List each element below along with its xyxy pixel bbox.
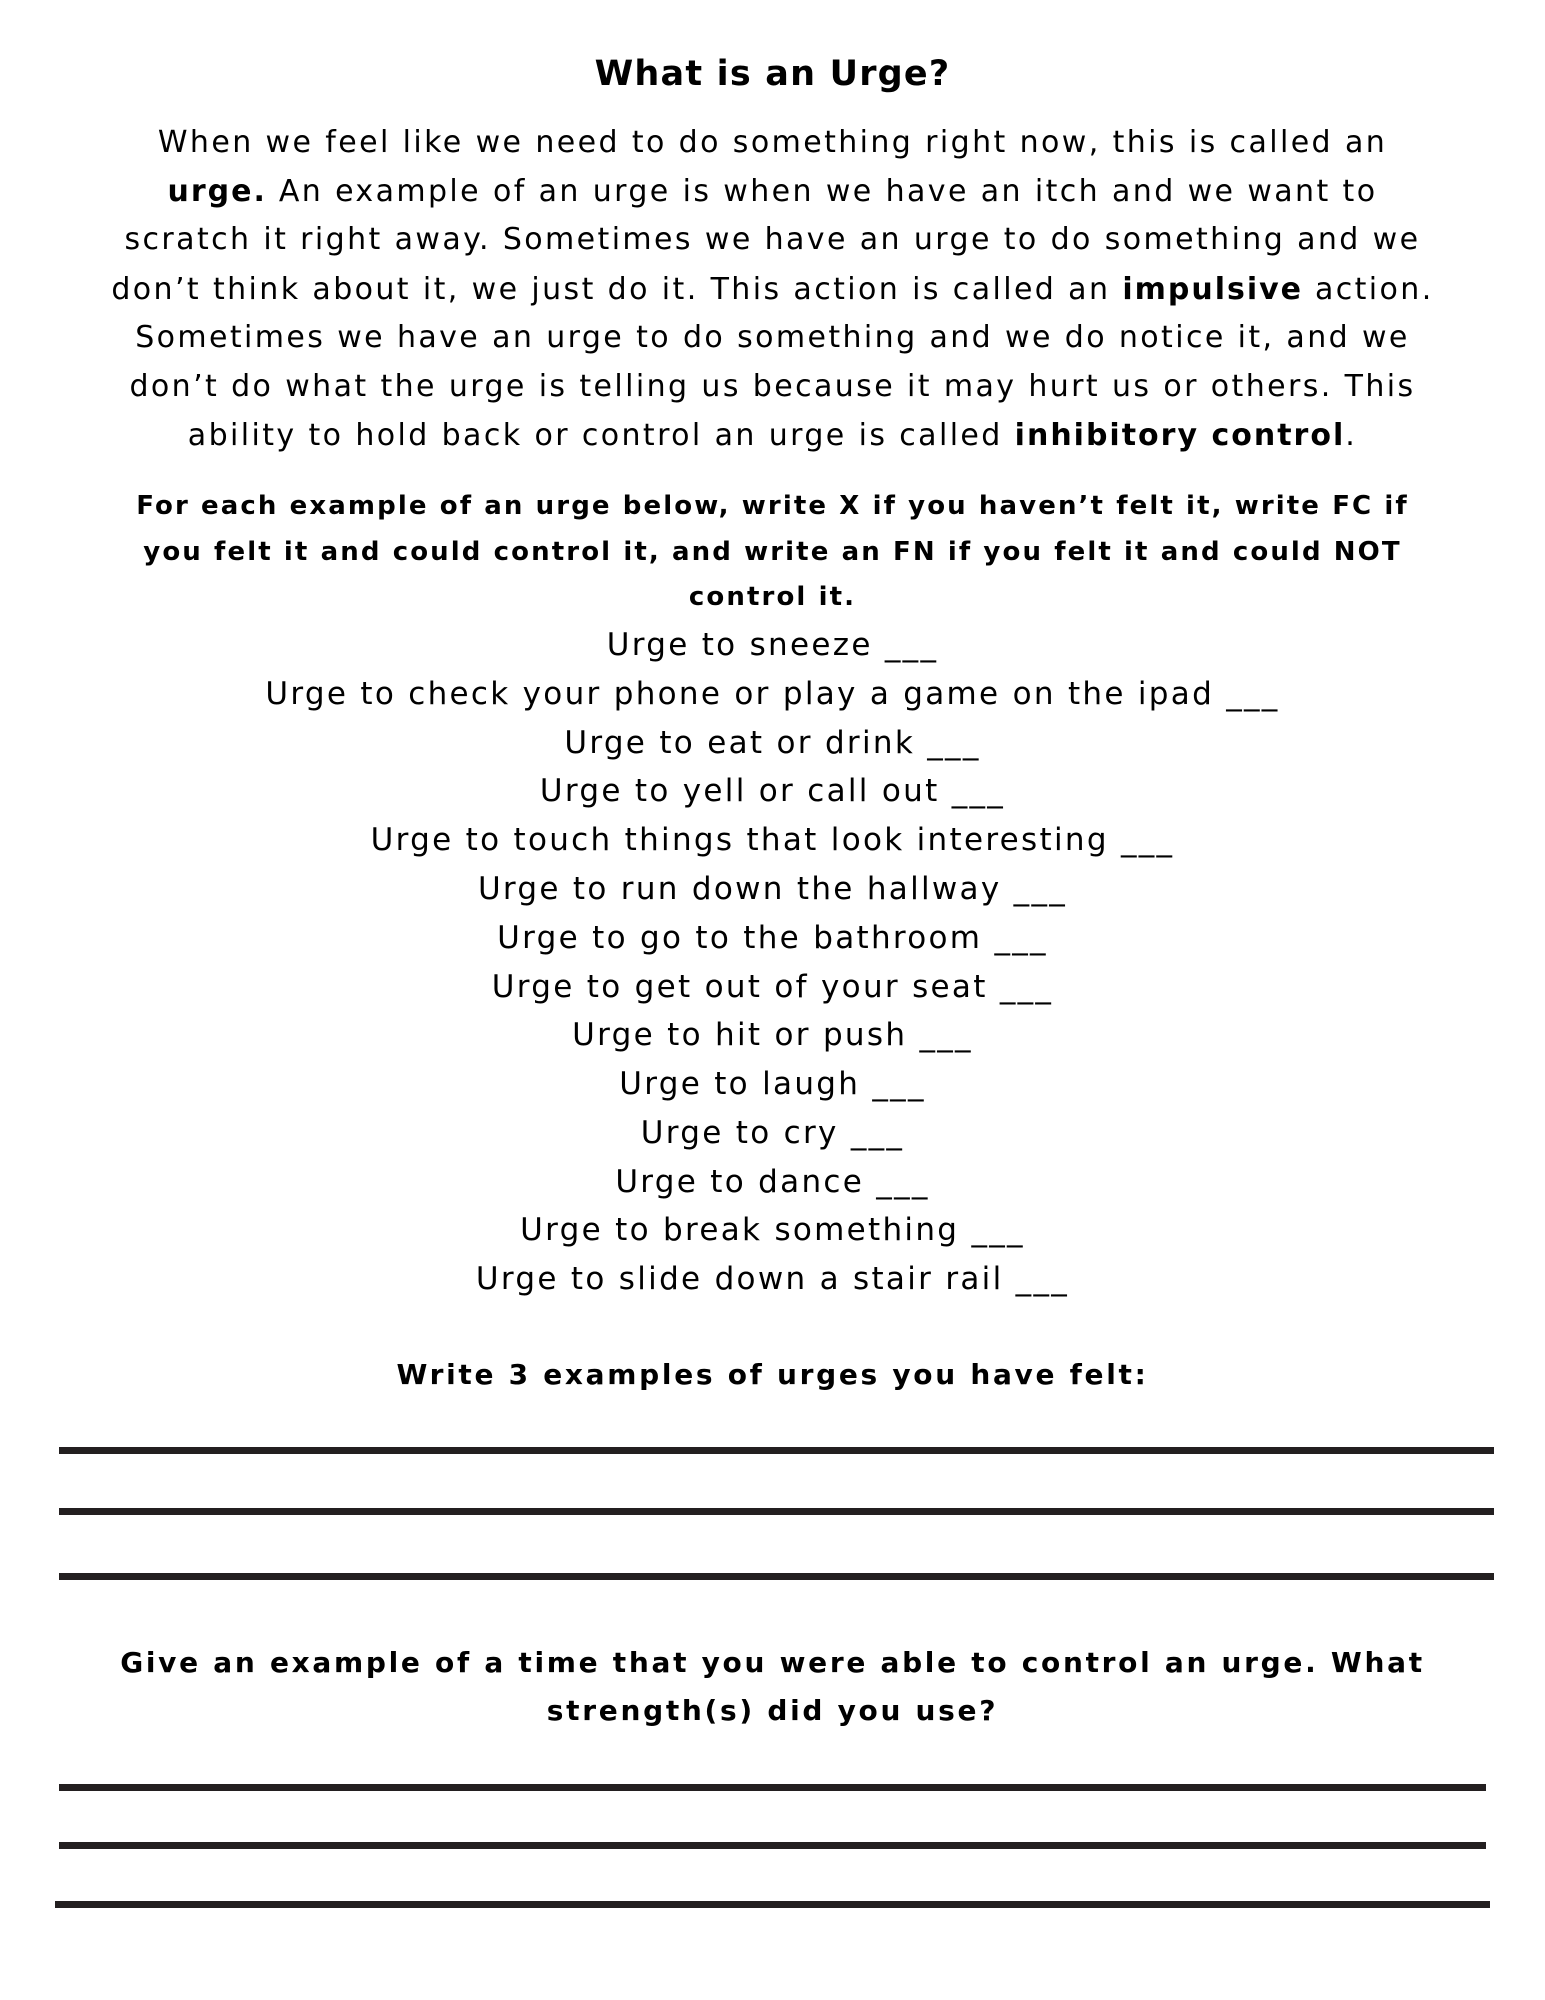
key-term: impulsive [1122,272,1304,307]
question-1-prompt: Write 3 examples of urges you have felt: [396,1358,1149,1391]
intro-line [0,362,1545,412]
urge-item [0,864,1545,914]
urge-item [0,1010,1545,1060]
answer-blank[interactable]: ___ [919,1017,973,1053]
answer-blank[interactable]: ___ [1120,822,1175,858]
urge-label: Urge to run down the hallway [477,871,1002,907]
urge-label: Urge to eat or drink [564,725,916,761]
answer-blank[interactable]: ___ [1015,1261,1070,1297]
urge-label: Urge to sneeze [606,627,873,663]
urge-item [0,1059,1545,1109]
intro-line [0,313,1545,363]
answer-line[interactable] [55,1901,1490,1908]
urge-label: Urge to slide down a stair rail [475,1261,1004,1297]
urge-label: Urge to break something [520,1212,960,1248]
intro-text: . [1345,418,1358,453]
urge-label: Urge to cry [640,1115,839,1151]
intro-text: ability to hold back or control an urge is called [187,418,1015,453]
answer-blank[interactable]: ___ [927,725,981,761]
instructions-line: For each example of an urge below, write X if you haven’t felt it, write FC if [136,491,1409,521]
key-term: urge. [167,174,267,209]
urge-item [0,669,1545,719]
intro-line [0,215,1545,265]
urge-item [0,718,1545,768]
urge-label: Urge to check your phone or play a game on the ipad [265,676,1215,712]
urge-item [0,1254,1545,1304]
question-2-prompt-line: Give an example of a time that you were able to control an urge. What [120,1646,1425,1679]
answer-line[interactable] [59,1842,1486,1849]
urge-label: Urge to dance [615,1164,865,1200]
answer-line[interactable] [59,1784,1486,1791]
intro-text: Sometimes we have an urge to do something and we do notice it, and we [135,320,1410,355]
intro-line [0,118,1545,168]
answer-blank[interactable]: ___ [872,1066,926,1102]
urge-label: Urge to yell or call out [539,773,940,809]
intro-line [0,411,1545,461]
question-2-prompt-line: strength(s) did you use? [546,1694,999,1727]
intro-text: don’t think about it, we just do it. This action is called an [111,272,1123,307]
page-title: What is an Urge? [594,54,951,94]
answer-line[interactable] [59,1573,1494,1580]
answer-blank[interactable]: ___ [1226,676,1280,712]
intro-text: When we feel like we need to do something right now, this is called an [157,125,1388,160]
answer-line[interactable] [59,1447,1494,1454]
intro-text: scratch it right away. Sometimes we have an urge to do something and we [124,222,1421,257]
answer-line[interactable] [59,1508,1494,1515]
answer-blank[interactable]: ___ [951,773,1006,809]
urge-item [0,913,1545,963]
intro-text: An example of an urge is when we have an itch and we want to [266,174,1378,209]
answer-blank[interactable]: ___ [994,920,1048,956]
answer-blank[interactable]: ___ [999,969,1054,1005]
urge-item [0,1108,1545,1158]
urge-label: Urge to hit or push [572,1017,908,1053]
intro-text: action. [1303,272,1434,307]
answer-blank[interactable]: ___ [850,1115,905,1151]
urge-item [0,1157,1545,1207]
urge-label: Urge to go to the bathroom [497,920,983,956]
urge-label: Urge to laugh [619,1066,861,1102]
key-term: inhibitory control [1014,418,1346,453]
instructions-line: you felt it and could control it, and write an FN if you felt it and could NOT [143,537,1402,567]
urge-label: Urge to touch things that look interesting [370,822,1109,858]
urge-item [0,620,1545,670]
answer-blank[interactable]: ___ [1013,871,1068,907]
urge-item [0,962,1545,1012]
intro-line [0,265,1545,315]
answer-blank[interactable]: ___ [884,627,939,663]
urge-item [0,1205,1545,1255]
intro-text: don’t do what the urge is telling us because it may hurt us or others. This [129,369,1416,404]
answer-blank[interactable]: ___ [971,1212,1025,1248]
instructions-line: control it. [688,582,857,612]
urge-label: Urge to get out of your seat [491,969,988,1005]
urge-item [0,815,1545,865]
answer-blank[interactable]: ___ [876,1164,930,1200]
urge-item [0,766,1545,816]
intro-line [0,167,1545,217]
